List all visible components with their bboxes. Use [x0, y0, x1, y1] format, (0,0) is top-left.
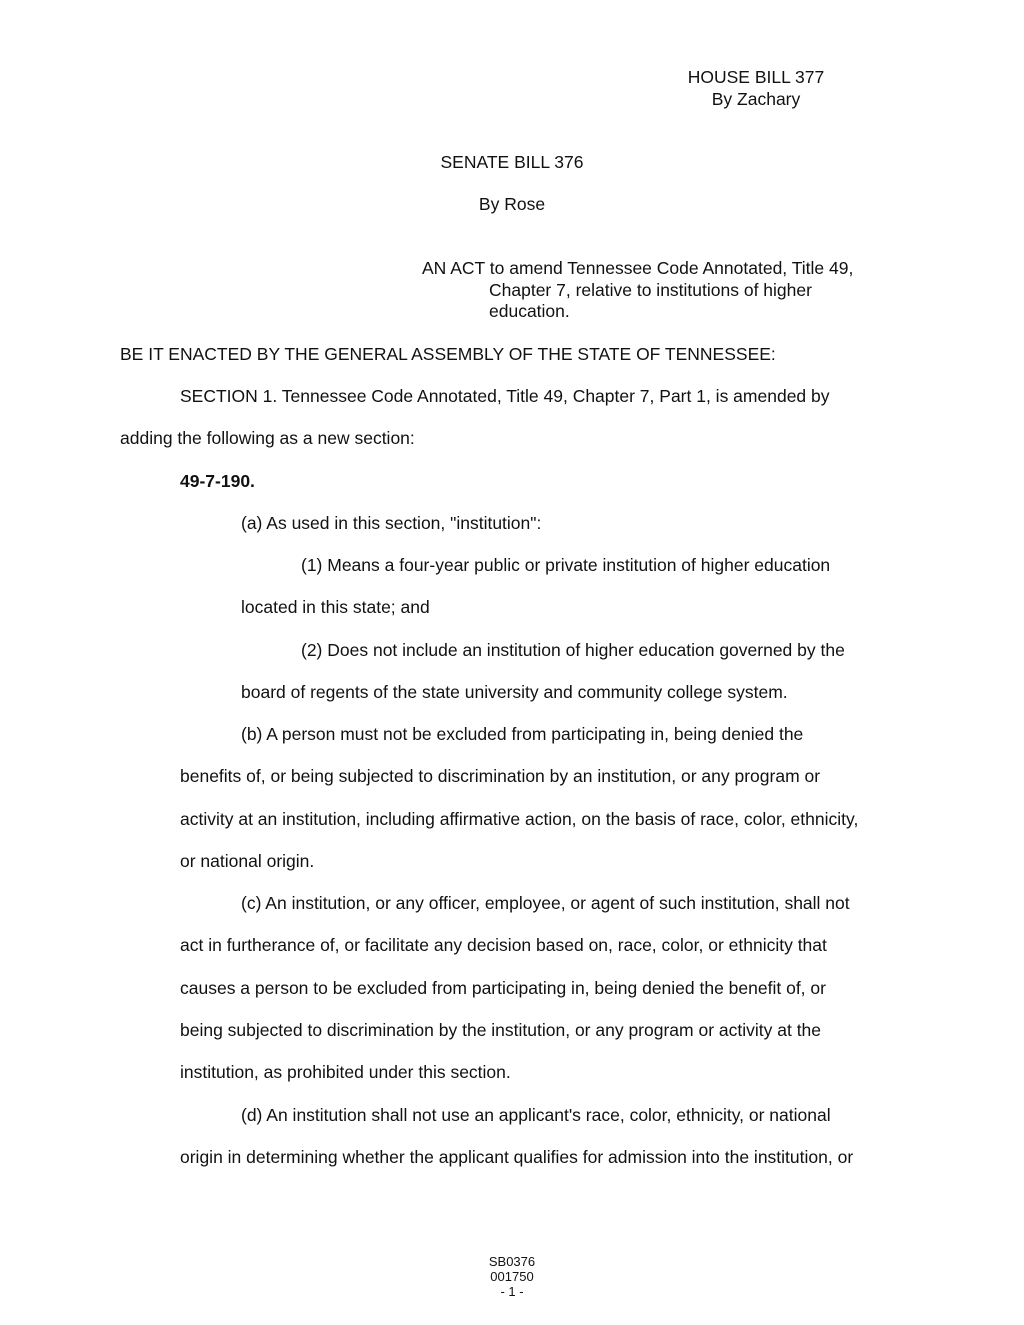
senate-bill-sponsor: By Rose	[478, 194, 546, 214]
subsection-d-line-1: (d) An institution shall not use an applicant's race, color, ethnicity, or national	[241, 1105, 831, 1125]
subsection-b-line-2: benefits of, or being subjected to discrimination by an institution, or any program or	[180, 766, 821, 786]
caption-line-1: AN ACT to amend Tennessee Code Annotated, Title 49,	[422, 258, 854, 278]
footer-bill-code: SB0376	[488, 1254, 536, 1269]
enacting-clause: BE IT ENACTED BY THE GENERAL ASSEMBLY OF THE STATE OF TENNESSEE:	[120, 344, 776, 364]
house-bill-title: HOUSE BILL 377	[687, 67, 825, 87]
subsection-c-line-2: act in furtherance of, or facilitate any decision based on, race, color, or ethnicity that	[180, 935, 827, 955]
subsection-a: (a) As used in this section, "institution":	[241, 513, 542, 533]
subsection-b-line-3: activity at an institution, including affirmative action, on the basis of race, color, ethnicity,	[180, 809, 859, 829]
subsection-c-line-4: being subjected to discrimination by the institution, or any program or activity at the	[180, 1020, 822, 1040]
subsection-d-line-2: origin in determining whether the applicant qualifies for admission into the institution, or	[180, 1147, 854, 1167]
senate-bill-title: SENATE BILL 376	[440, 152, 584, 172]
footer-doc-number: 001750	[490, 1269, 534, 1284]
caption-line-3: education.	[489, 301, 570, 321]
section-1-line-2: adding the following as a new section:	[120, 428, 415, 448]
subsection-c-line-1: (c) An institution, or any officer, employee, or agent of such institution, shall not	[241, 893, 850, 913]
section-number: 49-7-190.	[180, 471, 255, 491]
subsection-a2-line-1: (2) Does not include an institution of higher education governed by the	[301, 640, 845, 660]
subsection-b-line-1: (b) A person must not be excluded from participating in, being denied the	[241, 724, 804, 744]
subsection-a1-line-1: (1) Means a four-year public or private institution of higher education	[301, 555, 831, 575]
subsection-a1-line-2: located in this state; and	[241, 597, 430, 617]
subsection-a2-line-2: board of regents of the state university and community college system.	[241, 682, 788, 702]
house-bill-sponsor: By Zachary	[711, 89, 801, 109]
subsection-b-line-4: or national origin.	[180, 851, 315, 871]
subsection-c-line-5: institution, as prohibited under this section.	[180, 1062, 511, 1082]
subsection-c-line-3: causes a person to be excluded from participating in, being denied the benefit of, or	[180, 978, 826, 998]
caption-line-2: Chapter 7, relative to institutions of higher	[489, 280, 812, 300]
section-1-line-1: SECTION 1. Tennessee Code Annotated, Title 49, Chapter 7, Part 1, is amended by	[180, 386, 830, 406]
footer-page-number: - 1 -	[500, 1284, 524, 1299]
